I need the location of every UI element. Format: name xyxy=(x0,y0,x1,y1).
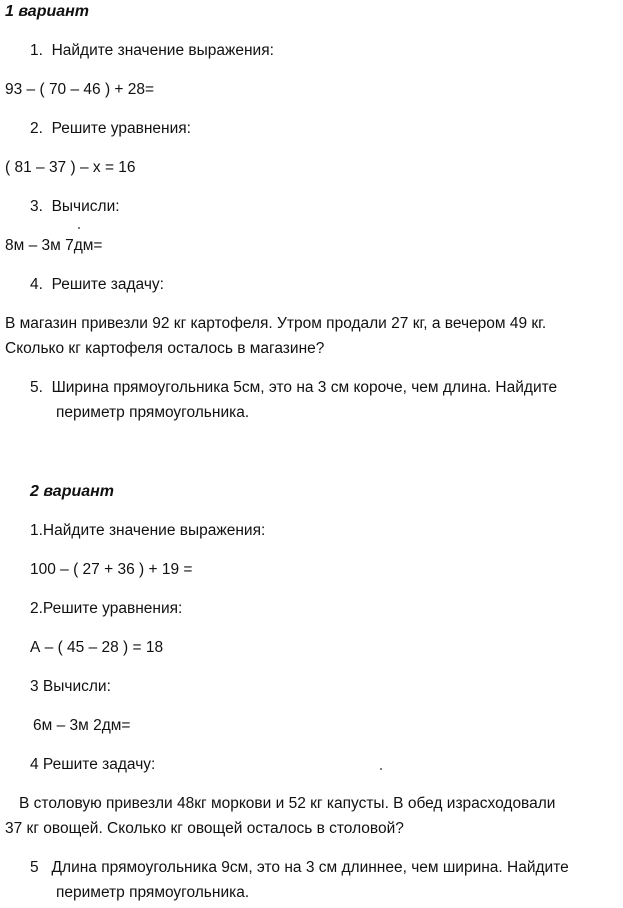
variant1-calculation: 8м – 3м 7дм= xyxy=(5,237,103,254)
variant1-task1 xyxy=(30,41,274,61)
variant1-equation: ( 81 – 37 ) – х = 16 xyxy=(5,159,136,176)
scan-speck xyxy=(78,227,80,229)
variant2-task5-line2: периметр прямоугольника. xyxy=(56,884,250,901)
variant1-heading: 1 вариант xyxy=(5,3,90,20)
variant2-calculation: 6м – 3м 2дм= xyxy=(33,717,131,734)
variant1-task3 xyxy=(30,197,120,217)
task-number: 3. xyxy=(30,198,43,215)
task-number: 5 xyxy=(30,859,39,876)
task-text: Длина прямоугольника 9см, это на 3 см длиннее, чем ширина. Найдите xyxy=(51,859,569,876)
variant1-task4 xyxy=(30,275,164,295)
variant2-heading: 2 вариант xyxy=(30,483,115,500)
variant1-problem-line1: В магазин привезли 92 кг картофеля. Утром продали 27 кг, а вечером 49 кг. xyxy=(5,315,547,332)
variant1-task5-line1 xyxy=(30,378,557,398)
variant1-expression1: 93 – ( 70 – 46 ) + 28= xyxy=(5,81,155,98)
task-text: Решите задачу: xyxy=(51,276,164,293)
task-text: Ширина прямоугольника 5см, это на 3 см короче, чем длина. Найдите xyxy=(51,379,558,396)
scan-speck xyxy=(380,768,382,770)
task-number: 1. xyxy=(30,42,43,59)
variant2-task2: 2.Решите уравнения: xyxy=(30,600,183,617)
variant2-equation: А – ( 45 – 28 ) = 18 xyxy=(30,639,164,656)
task-text: Вычисли: xyxy=(51,198,120,215)
task-number: 2. xyxy=(30,120,43,137)
variant2-problem-line2: 37 кг овощей. Сколько кг овощей осталось в столовой? xyxy=(5,820,404,837)
task-text: Найдите значение выражения: xyxy=(51,42,274,59)
task-text: Решите уравнения: xyxy=(51,120,191,137)
variant1-problem-line2: Сколько кг картофеля осталось в магазине? xyxy=(5,340,325,357)
variant2-task5-line1 xyxy=(30,858,569,878)
variant2-expression1: 100 – ( 27 + 36 ) + 19 = xyxy=(30,561,193,578)
variant1-task5-line2: периметр прямоугольника. xyxy=(56,404,250,421)
task-number: 5. xyxy=(30,379,43,396)
variant2-task4: 4 Решите задачу: xyxy=(30,756,156,773)
variant1-task2 xyxy=(30,119,191,139)
variant2-task3: 3 Вычисли: xyxy=(30,678,111,695)
variant2-problem-line1: В столовую привезли 48кг моркови и 52 кг капусты. В обед израсходовали xyxy=(19,795,556,812)
task-number: 4. xyxy=(30,276,43,293)
variant2-task1: 1.Найдите значение выражения: xyxy=(30,522,266,539)
